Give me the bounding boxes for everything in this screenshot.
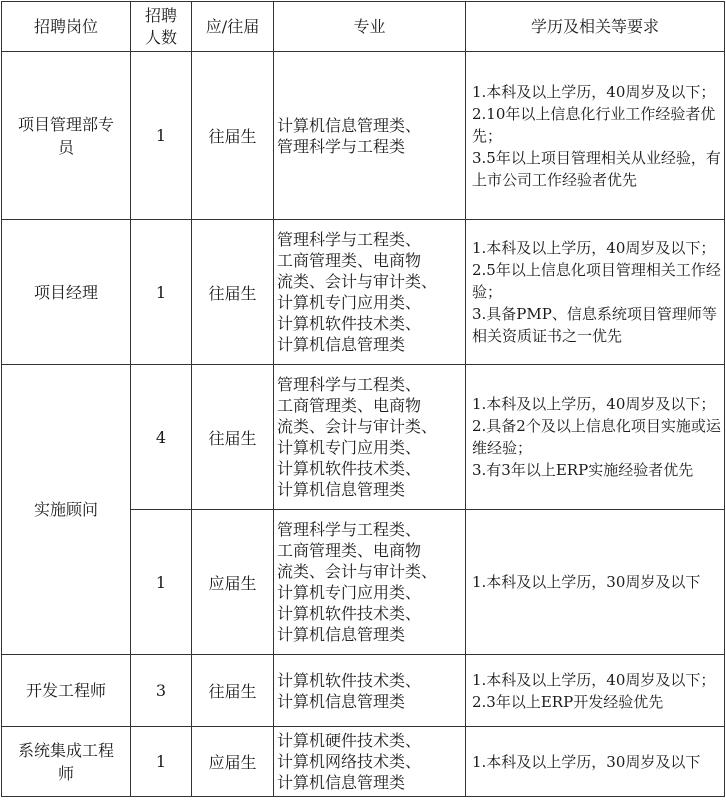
position-cell: 项目管理部专员 [2, 52, 131, 220]
type-cell: 往届生 [192, 52, 274, 220]
recruitment-table [1, 1, 725, 797]
major-cell [274, 655, 466, 727]
count-cell: 1 [131, 52, 192, 220]
major-line: 计算机信息管理类、 [277, 115, 422, 135]
major-line: 计算机信息管理类 [277, 335, 406, 354]
requirement-line: 3.有3年以上ERP实施经验者优先 [472, 461, 694, 479]
count-cell: 1 [131, 220, 192, 365]
type-cell: 往届生 [192, 220, 274, 365]
position-cell: 实施顾问 [2, 365, 131, 655]
requirements-cell [466, 52, 725, 220]
requirement-line: 3.具备PMP、信息系统项目管理师等相关资质证书之一优先 [472, 305, 717, 345]
major-cell [274, 727, 466, 797]
major-line: 工商管理类、电商物 [277, 541, 422, 560]
requirement-line: 1.本科及以上学历，30周岁及以下 [472, 752, 701, 771]
table-row [2, 727, 725, 797]
count-cell: 3 [131, 655, 192, 727]
requirement-line: 1.本科及以上学历，40周岁及以下； [472, 670, 716, 689]
type-cell: 应届生 [192, 510, 274, 655]
table-row [2, 220, 725, 365]
major-line: 计算机软件技术类、 [277, 314, 422, 333]
major-line: 计算机信息管理类 [277, 480, 406, 499]
major-line: 管理科学与工程类、 [277, 375, 422, 394]
major-cell [274, 365, 466, 510]
major-line: 工商管理类、电商物 [277, 251, 422, 270]
major-cell [274, 510, 466, 655]
requirement-line: 1.本科及以上学历，40周岁及以下； [472, 395, 716, 413]
header-count [131, 2, 192, 52]
major-line: 计算机网络技术类、 [277, 752, 422, 771]
table-row [2, 52, 725, 220]
type-cell: 往届生 [192, 655, 274, 727]
count-cell: 1 [131, 510, 192, 655]
major-line: 管理科学与工程类 [277, 136, 406, 156]
major-cell [274, 220, 466, 365]
major-line: 计算机信息管理类 [277, 625, 406, 644]
header-type: 应/往届 [192, 2, 274, 52]
major-line: 流类、会计与审计类、 [277, 562, 438, 581]
major-line: 管理科学与工程类、 [277, 520, 422, 539]
requirements-cell [466, 655, 725, 727]
position-cell: 系统集成工程师 [2, 727, 131, 797]
major-line: 计算机专门应用类、 [277, 293, 422, 312]
requirements-cell [466, 220, 725, 365]
major-line: 计算机专门应用类、 [277, 583, 422, 602]
header-major: 专业 [274, 2, 466, 52]
table-row [2, 655, 725, 727]
requirements-cell [466, 727, 725, 797]
major-line: 计算机软件技术类、 [277, 670, 422, 690]
header-position: 招聘岗位 [2, 2, 131, 52]
major-cell [274, 52, 466, 220]
major-line: 计算机硬件技术类、 [277, 731, 422, 750]
requirement-line: 1.本科及以上学历，30周岁及以下 [472, 573, 701, 591]
major-line: 计算机专门应用类、 [277, 438, 422, 457]
position-cell: 项目经理 [2, 220, 131, 365]
requirement-line: 2.具备2个及以上信息化项目实施或运维经验； [472, 417, 721, 457]
requirement-line: 2.3年以上ERP开发经验优先 [472, 692, 664, 711]
major-line: 计算机信息管理类 [277, 773, 406, 792]
major-line: 流类、会计与审计类、 [277, 417, 438, 436]
requirements-cell [466, 365, 725, 510]
requirement-line: 3.5年以上项目管理相关从业经验，有上市公司工作经验者优先 [472, 148, 721, 189]
major-line: 计算机信息管理类 [277, 691, 406, 711]
header-requirements: 学历及相关等要求 [466, 2, 725, 52]
header-count-label: 招聘人数 [144, 5, 177, 47]
major-line: 流类、会计与审计类、 [277, 272, 438, 291]
header-row [2, 2, 725, 52]
type-cell: 往届生 [192, 365, 274, 510]
type-cell: 应届生 [192, 727, 274, 797]
count-cell: 1 [131, 727, 192, 797]
requirement-line: 2.10年以上信息化行业工作经验者优先； [472, 104, 716, 145]
count-cell: 4 [131, 365, 192, 510]
position-cell: 开发工程师 [2, 655, 131, 727]
major-line: 计算机软件技术类、 [277, 604, 422, 623]
major-line: 计算机软件技术类、 [277, 459, 422, 478]
major-line: 管理科学与工程类、 [277, 230, 422, 249]
requirement-line: 2.5年以上信息化项目管理相关工作经验； [472, 261, 721, 301]
requirements-cell [466, 510, 725, 655]
requirement-line: 1.本科及以上学历，40周岁及以下； [472, 82, 716, 101]
major-line: 工商管理类、电商物 [277, 396, 422, 415]
table-row [2, 365, 725, 510]
requirement-line: 1.本科及以上学历，40周岁及以下； [472, 239, 716, 257]
